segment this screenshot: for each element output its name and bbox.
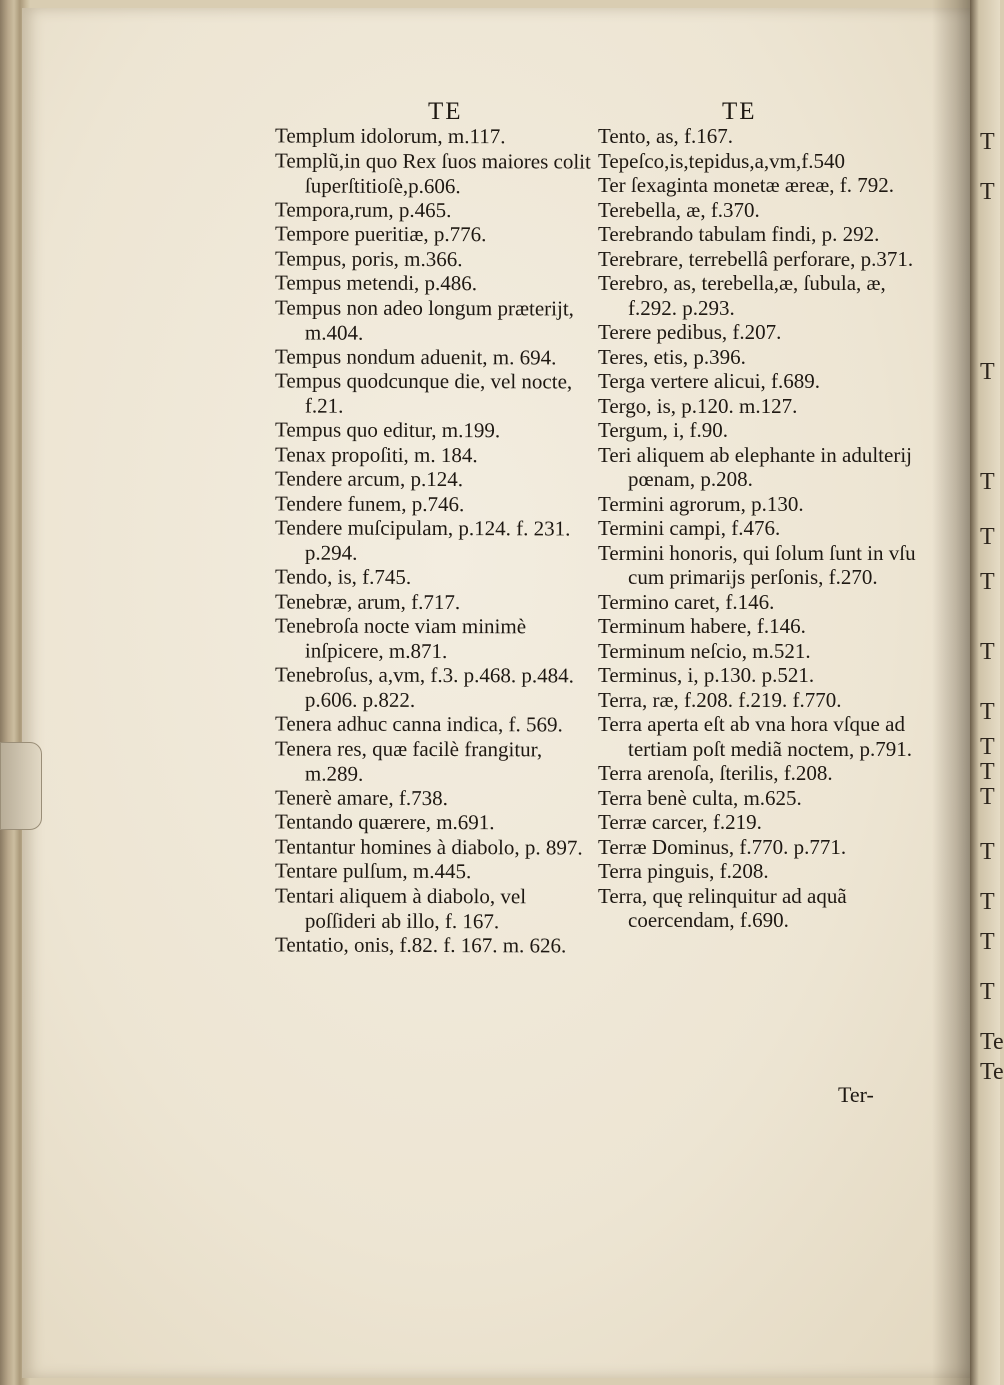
index-entry: Tento, as, f.167. (598, 124, 734, 148)
index-entry: Tendere funem, p.746. (274, 490, 465, 516)
next-page-fragment: T (980, 359, 995, 385)
index-entry: Terra aperta eſt ab vna hora vſque ad tertiam poſt mediã noctem, p.791. (598, 712, 913, 761)
index-entry: Tentantur homines à diabolo, p. 897. (274, 833, 583, 860)
index-entry: Tempus nondum aduenit, m. 694. (274, 343, 557, 369)
index-entry: Tempus metendi, p.486. (274, 270, 478, 296)
index-entry: Tergum, i, f.90. (598, 418, 728, 442)
next-page-edge (970, 0, 1004, 1385)
next-page-fragment: T (980, 889, 995, 915)
left-index-column (275, 124, 600, 957)
index-entry: Terra, ræ, f.208. f.219. f.770. (598, 687, 842, 712)
index-entry: Tergo, is, p.120. m.127. (598, 393, 798, 418)
index-entry: Teri aliquem ab elephante in adulterij pœnam, p.208. (598, 442, 912, 491)
catchword: Ter- (838, 1082, 874, 1107)
index-entry: Terere pedibus, f.207. (598, 320, 782, 344)
next-page-fragment: T (980, 759, 995, 785)
next-page-fragment: T (980, 929, 995, 955)
index-entry: Tempus non adeo longum præterijt, m.404. (275, 294, 574, 344)
index-entry: Tempora,rum, p.465. (274, 196, 452, 222)
index-entry: Tenera adhuc canna indica, f. 569. (274, 711, 563, 737)
index-entry: Tenerè amare, f.738. (274, 784, 448, 810)
next-page-fragment: T (980, 469, 995, 495)
index-entry: Teres, etis, p.396. (598, 344, 746, 369)
index-entry: Terebrare, terrebellâ perforare, p.371. (598, 246, 914, 271)
next-page-fragment: T (980, 129, 995, 155)
next-page-fragment: T (980, 699, 995, 725)
index-entry: Terra benè culta, m.625. (598, 785, 802, 810)
index-entry: Tenebroſus, a,vm, f.3. p.468. p.484. p.606. p.822. (275, 662, 574, 712)
index-entry: Terra, quę relinquitur ad aquã coercendam, f.690. (598, 883, 847, 932)
index-entry: Tenebræ, arum, f.717. (274, 588, 461, 614)
index-entry: Termino caret, f.146. (598, 589, 775, 614)
index-entry: Terebro, as, terebella,æ, ſubula, æ, f.292. p.293. (598, 271, 886, 320)
left-column-header: TE (428, 98, 463, 125)
index-entry: Terebella, æ, f.370. (598, 197, 760, 222)
index-entry: Templum idolorum, m.117. (274, 123, 506, 149)
index-entry: Tenera res, quæ facilè frangitur, m.289. (275, 735, 543, 785)
index-entry: Tentando quærere, m.691. (274, 809, 495, 835)
next-page-fragment: T (980, 979, 995, 1005)
next-page-fragment: T (980, 179, 995, 205)
index-entry: Tendo, is, f.745. (274, 564, 412, 589)
index-entry: Ter ſexaginta monetæ æreæ, f. 792. (598, 173, 894, 197)
index-entry: Tenebroſa nocte viam minimè inſpicere, m.871. (275, 613, 527, 663)
index-entry: Terga vertere alicui, f.689. (598, 369, 821, 393)
index-entry: Terra arenoſa, ſterilis, f.208. (598, 761, 833, 785)
next-page-fragment: T (980, 569, 995, 595)
index-entry: Terminum neſcio, m.521. (598, 638, 811, 663)
index-entry: Termini honoris, qui ſolum ſunt in vſu cum primarijs perſonis, f.270. (598, 540, 916, 589)
right-index-column (598, 124, 923, 933)
index-entry: Tepeſco,is,tepidus,a,vm,f.540 (598, 148, 845, 173)
index-entry: Terminum habere, f.146. (598, 614, 806, 638)
next-page-fragment: T (980, 839, 995, 865)
index-entry: Tempus quodcunque die, vel nocte, f.21. (275, 368, 573, 418)
right-column-header: TE (722, 98, 757, 125)
index-entry: Tempus quo editur, m.199. (274, 417, 501, 443)
next-page-fragment: T (980, 784, 995, 810)
index-entry: Terminus, i, p.130. p.521. (598, 663, 815, 687)
index-entry: Termini agrorum, p.130. (598, 491, 804, 516)
index-entry: Tendere arcum, p.124. (274, 466, 464, 492)
index-entry: Terræ Dominus, f.770. p.771. (598, 834, 847, 859)
index-entry: Templũ,in quo Rex ſuos maiores colit ſuperſtitioſè,p.606. (275, 147, 591, 198)
next-page-fragment: Te (980, 1029, 1004, 1055)
next-page-fragment: T (980, 524, 995, 550)
index-entry: Terra pinguis, f.208. (598, 859, 769, 883)
next-page-fragment: T (980, 734, 995, 760)
index-entry: Tempus, poris, m.366. (274, 245, 463, 271)
index-entry: Termini campi, f.476. (598, 516, 781, 540)
next-page-fragment: Te (980, 1059, 1004, 1085)
index-entry: Tentatio, onis, f.82. f. 167. m. 626. (274, 931, 567, 957)
index-entry: Terebrando tabulam findi, p. 292. (598, 222, 880, 246)
next-page-fragment: T (980, 639, 995, 665)
page-tab-marker (0, 742, 42, 830)
index-entry: Terræ carcer, f.219. (598, 810, 762, 834)
index-entry: Tenax propoſiti, m. 184. (274, 441, 478, 467)
index-entry: Tempore pueritiæ, p.776. (274, 221, 487, 247)
index-entry: Tendere muſcipulam, p.124. f. 231. p.294. (275, 515, 571, 565)
index-entry: Tentare pulſum, m.445. (274, 858, 472, 884)
gutter-shadow (932, 0, 972, 1385)
index-entry: Tentari aliquem à diabolo, vel poſſideri ab illo, f. 167. (275, 882, 527, 933)
